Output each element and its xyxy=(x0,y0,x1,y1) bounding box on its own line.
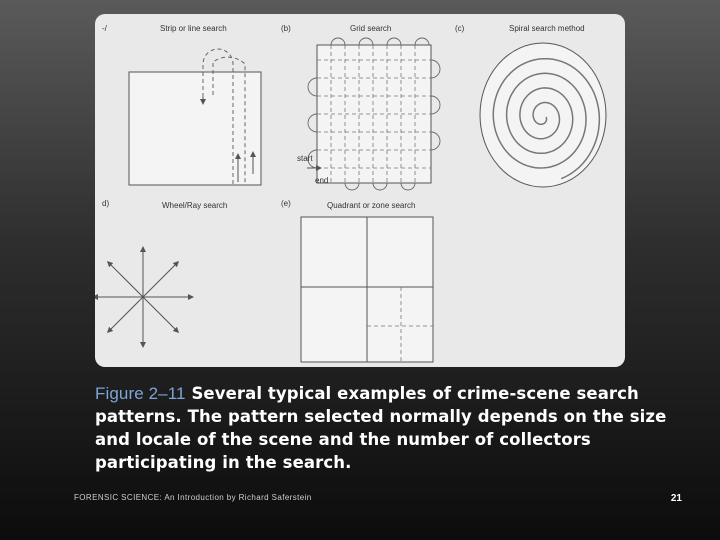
panel-d-letter: d) xyxy=(102,199,110,208)
spiral-search-diagram xyxy=(480,43,606,187)
grid-end-label: end xyxy=(315,176,329,185)
wheel-ray-search-diagram xyxy=(95,249,191,345)
grid-start-label: start xyxy=(297,154,313,163)
page-number: 21 xyxy=(670,493,682,504)
ray-line xyxy=(109,263,143,297)
figure-number: Figure 2–11 xyxy=(95,384,186,403)
panel-a-letter: -/ xyxy=(102,24,107,33)
panel-a-title: Strip or line search xyxy=(160,24,227,33)
figure-panel xyxy=(95,14,625,367)
footer-credit: FORENSIC SCIENCE: An Introduction by Richard Saferstein xyxy=(74,493,312,502)
panel-b-letter: (b) xyxy=(281,24,291,33)
panel-c-letter: (c) xyxy=(455,24,465,33)
panel-d-title: Wheel/Ray search xyxy=(162,201,228,210)
quadrant-search-diagram xyxy=(301,217,433,362)
panel-b-title: Grid search xyxy=(350,24,392,33)
caption-text: Several typical examples of crime-scene search patterns. The pattern selected normally depends on the size and locale of the scene and the number of collectors participating in the search. xyxy=(95,384,667,472)
strip-search-diagram xyxy=(129,49,261,185)
panel-e-letter: (e) xyxy=(281,199,291,208)
panel-c-title: Spiral search method xyxy=(509,24,585,33)
grid-search-diagram xyxy=(297,38,440,190)
panel-e-title: Quadrant or zone search xyxy=(327,201,416,210)
ray-line xyxy=(109,297,143,331)
search-patterns-diagram xyxy=(95,14,625,367)
ray-line xyxy=(143,297,177,331)
ray-line xyxy=(143,263,177,297)
figure-caption xyxy=(95,382,675,474)
